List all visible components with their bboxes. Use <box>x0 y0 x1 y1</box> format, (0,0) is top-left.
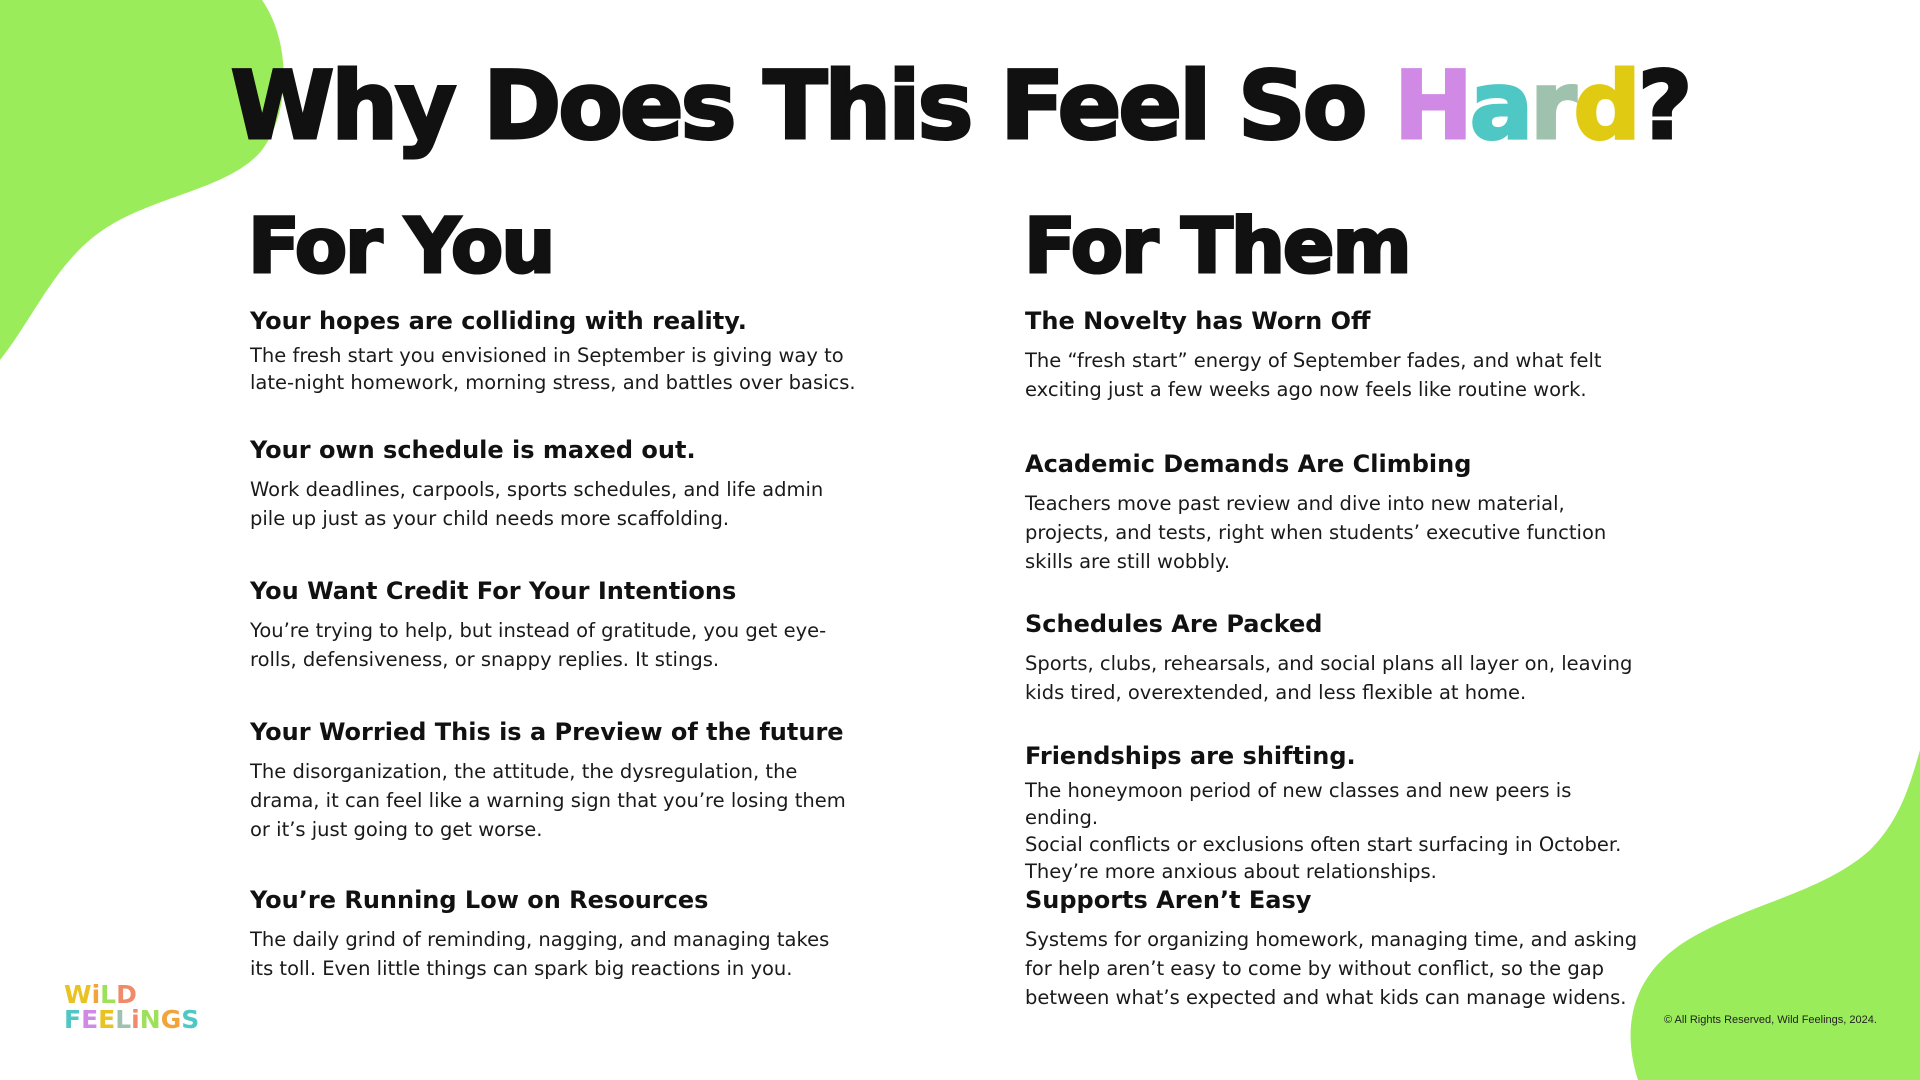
colored-letter: r <box>1530 52 1574 161</box>
colored-letter: E <box>98 1005 116 1034</box>
for-them-heading: For Them <box>1024 201 1410 290</box>
item-body: Work deadlines, carpools, sports schedules, and life admin pile up just as your child needs more scaffolding. <box>250 478 824 530</box>
item-title: Your own schedule is maxed out. <box>250 436 696 464</box>
item-title: You’re Running Low on Resources <box>250 886 709 914</box>
item-title: You Want Credit For Your Intentions <box>250 577 737 605</box>
item-title: Your Worried This is a Preview of the future <box>250 718 844 746</box>
item-title: The Novelty has Worn Off <box>1025 307 1371 335</box>
colored-letter: F <box>64 1005 82 1034</box>
colored-letter: i <box>131 1005 140 1034</box>
item-body: Sports, clubs, rehearsals, and social plans all layer on, leaving kids tired, overextended, and less flexible at home. <box>1025 652 1633 704</box>
item-body: The “fresh start” energy of September fades, and what felt exciting just a few weeks ago now feels like routine work. <box>1025 349 1602 401</box>
item-body: You’re trying to help, but instead of gratitude, you get eye- rolls, defensiveness, or snappy replies. It stings. <box>250 619 827 671</box>
item-body: Systems for organizing homework, managing time, and asking for help aren’t easy to come by without conflict, so the gap between what’s expected and what kids can manage widens. <box>1025 928 1638 1009</box>
item-body: The daily grind of reminding, nagging, and managing takes its toll. Even little things can spark big reactions in you. <box>250 928 830 980</box>
title-question-mark: ? <box>1637 52 1690 161</box>
for-you-item <box>250 715 870 844</box>
for-you-item <box>250 433 870 533</box>
for-them-item <box>1025 607 1645 707</box>
colored-letter: G <box>160 1005 182 1034</box>
title-highlight-word <box>1394 52 1638 161</box>
for-you-item <box>250 574 870 674</box>
colored-letter: a <box>1469 52 1531 161</box>
colored-letter: D <box>116 980 137 1009</box>
colored-letter: E <box>81 1005 99 1034</box>
for-them-item <box>1025 883 1645 1012</box>
title-text: Why Does This Feel So <box>230 52 1395 161</box>
for-them-item <box>1025 447 1645 576</box>
colored-letter: W <box>64 980 92 1009</box>
colored-letter: H <box>1394 52 1470 161</box>
for-you-item <box>250 883 870 983</box>
colored-letter: N <box>139 1005 161 1034</box>
wild-feelings-logo <box>64 982 214 1032</box>
colored-letter: i <box>91 980 101 1009</box>
logo-line-wild <box>64 982 214 1007</box>
colored-letter: d <box>1573 52 1638 161</box>
item-body: Teachers move past review and dive into new material, projects, and tests, right when students’ executive function skills are still wobbly. <box>1025 492 1607 573</box>
copyright-icon: © <box>1664 1014 1673 1026</box>
for-them-item <box>1025 739 1645 885</box>
item-body: The disorganization, the attitude, the dysregulation, the drama, it can feel like a warning sign that you’re losing them or it’s just going to get worse. <box>250 760 846 841</box>
item-title: Supports Aren’t Easy <box>1025 886 1312 914</box>
item-title: Academic Demands Are Climbing <box>1025 450 1472 478</box>
for-you-item <box>250 304 870 396</box>
copyright-notice <box>1664 1014 1877 1026</box>
page-title <box>0 52 1920 162</box>
item-title: Friendships are shifting. <box>1025 742 1356 770</box>
item-body: The honeymoon period of new classes and new peers is ending. Social conflicts or exclusions often start surfacing in October. They’re more anxious about relationships. <box>1025 779 1622 883</box>
item-title: Schedules Are Packed <box>1025 610 1323 638</box>
for-them-item <box>1025 304 1645 404</box>
item-title: Your hopes are colliding with reality. <box>250 307 747 335</box>
colored-letter: L <box>100 980 117 1009</box>
item-body: The fresh start you envisioned in September is giving way to late-night homework, morning stress, and battles over basics. <box>250 344 856 394</box>
colored-letter: S <box>181 1005 200 1034</box>
green-blob-bottom-right <box>1600 730 1920 1080</box>
copyright-text: All Rights Reserved, Wild Feelings, 2024. <box>1672 1014 1877 1026</box>
for-you-heading: For You <box>248 201 554 290</box>
logo-line-feelings <box>64 1007 214 1032</box>
colored-letter: L <box>115 1005 132 1034</box>
